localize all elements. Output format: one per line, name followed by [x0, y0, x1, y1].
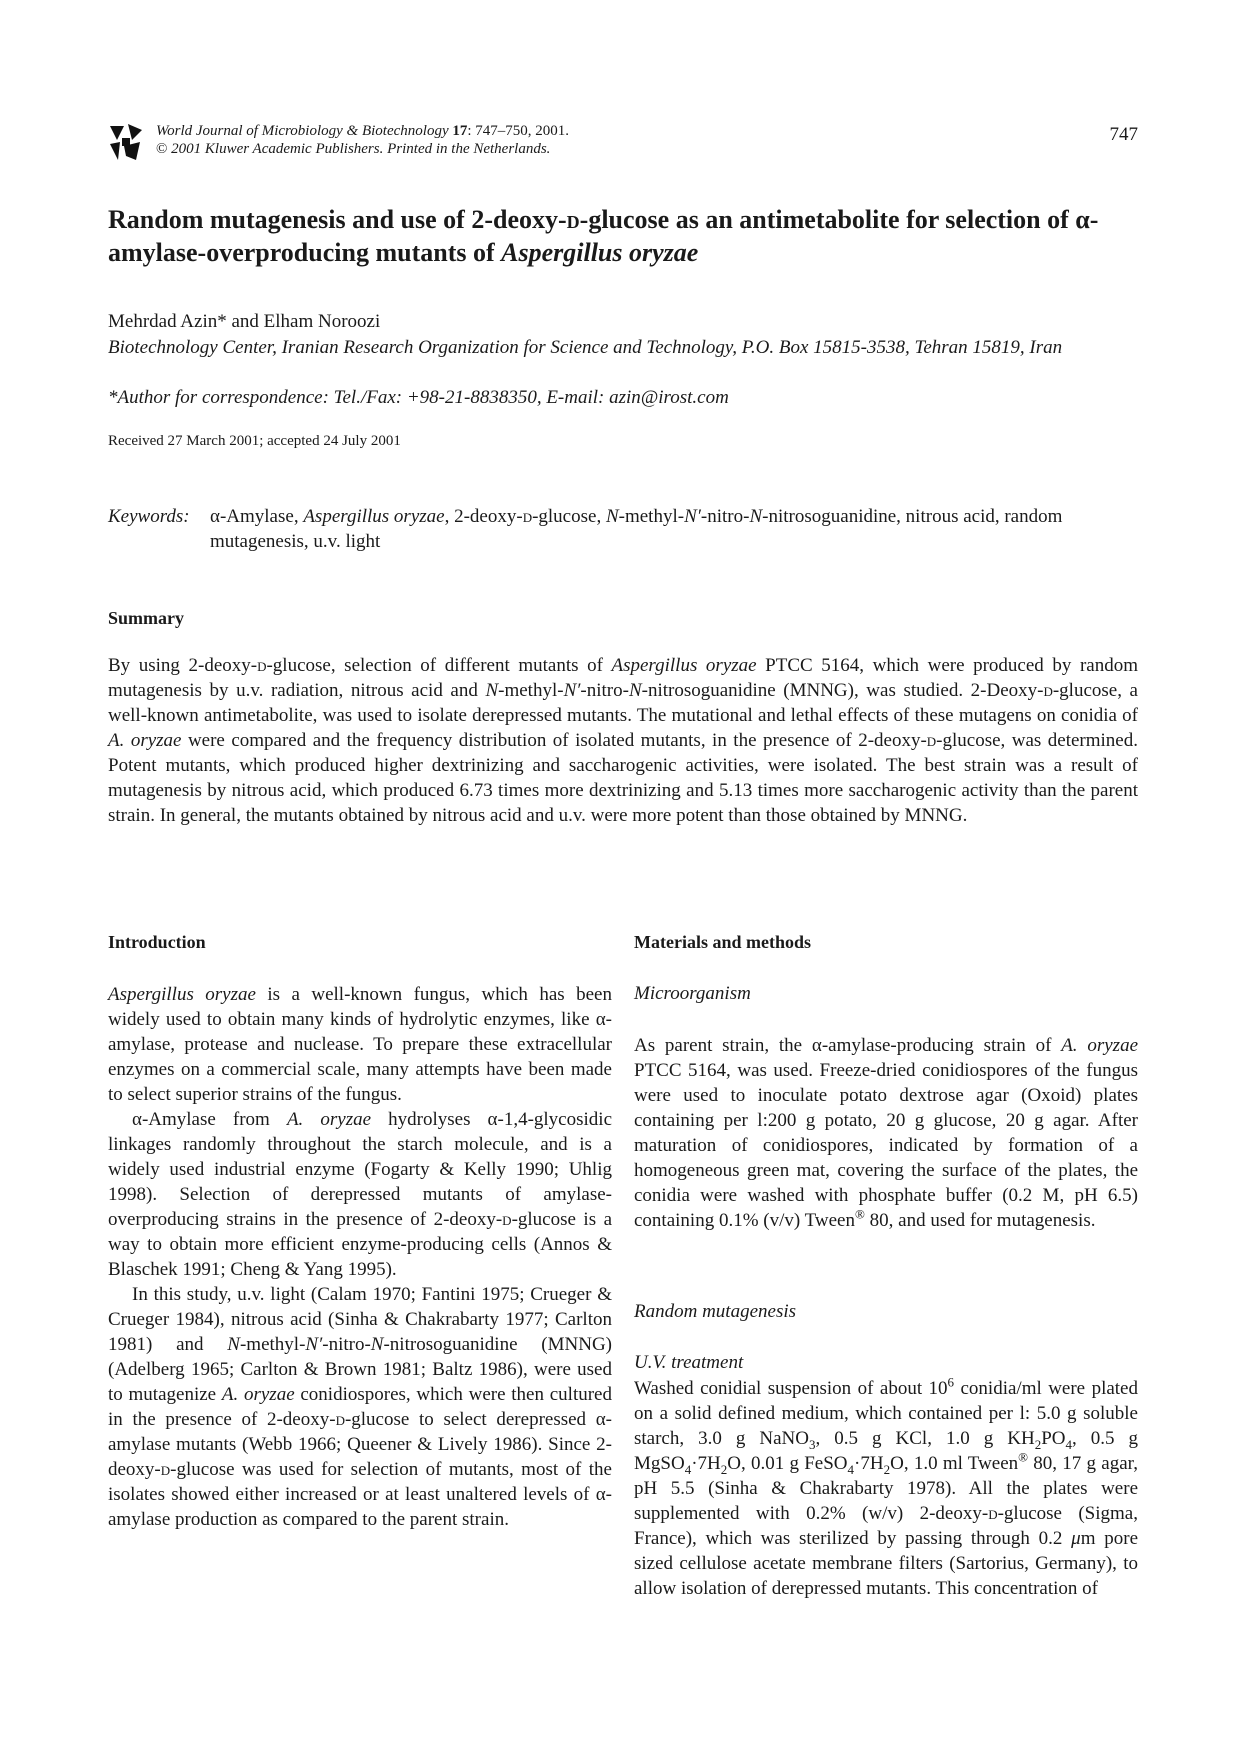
- materials-methods-heading: Materials and methods: [634, 932, 811, 952]
- page-header: [108, 120, 1138, 165]
- summary-text: By using 2-deoxy-d-glucose, selection of different mutants of Aspergillus oryzae PTCC 5164, which were produced by random mutagenesis by u.v. radiation, nitrous acid and N-methyl-N′-nitro-N-nitrosoguanidine (MNNG), was studied. 2-Deoxy-d-glucose, a well-known antimetabolite, was used to isolate derepressed mutants. The mutational and lethal effects of these mutagens on conidia of A. oryzae were compared and the frequency distribution of isolated mutants, in the presence of 2-deoxy-d-glucose, was determined. Potent mutants, which produced higher dextrinizing and saccharogenic activities, were isolated. The best strain was a result of mutagenesis by nitrous acid, which produced 6.73 times more dextrinizing and 5.13 times more saccharogenic activity than the parent strain. In general, the mutants obtained by nitrous acid and u.v. were more potent than those obtained by MNNG.: [108, 655, 1138, 826]
- introduction-paragraph: α-Amylase from A. oryzae hydrolyses α-1,4-glycosidic linkages randomly throughout the starch molecule, and is a widely used industrial enzyme (Fogarty & Kelly 1990; Uhlig 1998). Selection of derepressed mutants of amylase-overproducing strains in the presence of 2-deoxy-d-glucose is a way to obtain more efficient enzyme-producing cells (Annos & Blaschek 1991; Cheng & Yang 1995).: [108, 1109, 612, 1280]
- uv-treatment-subheading: U.V. treatment: [634, 1352, 744, 1373]
- methods-paragraph: As parent strain, the α-amylase-producing strain of A. oryzae PTCC 5164, was used. Freeze-dried conidiospores of the fungus were used to inoculate potato dextrose agar (Oxoid) plates containing per l:200 g potato, 20 g glucose, 20 g agar. After maturation of conidiospores, indicated by formation of a homogeneous green mat, covering the surface of the plates, the conidia were washed with phosphate buffer (0.2 M, pH 6.5) containing 0.1% (v/v) Tween® 80, and used for mutagenesis.: [634, 1035, 1138, 1231]
- copyright-notice: [156, 140, 550, 158]
- methods-paragraph: Washed conidial suspension of about $10^6$ conidia/ml were plated on a solid defined medium, which contained per l: 5.0 g soluble starch, 3.0 g NaNO$_3$, 0.5 g KCl, 1.0 g $KH_2PO_4$, 0.5 g $MgSO_4\cdot 7H_2O$, 0.01 g $FeSO_4\cdot 7H_2O$, 1.0 ml Tween® 80, 17 g agar, pH 5.5 (Sinha & Chakrabarty 1978). All the plates were supplemented with 0.2% (w/v) 2-deoxy-d-glucose (Sigma, France), which was sterilized by passing through 0.2 μm pore sized cellulose acetate membrane filters (Sartorius, Germany), to allow isolation of derepressed mutants. This concentration of: [634, 1374, 1139, 1599]
- microorganism-text: [634, 1033, 1138, 1233]
- copyright-text: 2001 Kluwer Academic Publishers. Printed in the Netherlands.: [167, 141, 551, 157]
- journal-volume: 17: [452, 123, 468, 139]
- copyright-symbol: ©: [156, 141, 168, 157]
- affiliation: Biotechnology Center, Iranian Research Organization for Science and Technology, P.O. Box 15815-3538, Tehran 15819, Iran: [108, 337, 1063, 358]
- random-mutagenesis-subheading: Random mutagenesis: [634, 1301, 797, 1322]
- uv-treatment-text: [634, 1376, 1138, 1601]
- introduction-column: [108, 982, 612, 1532]
- journal-name: World Journal of Microbiology & Biotechnology: [156, 123, 449, 139]
- microorganism-subheading: Microorganism: [634, 983, 751, 1004]
- summary-heading: Summary: [108, 608, 184, 628]
- authors: Mehrdad Azin* and Elham Noroozi: [108, 311, 381, 332]
- title-species-name: Aspergillus oryzae: [501, 238, 699, 267]
- journal-pages: : 747–750, 2001.: [467, 123, 570, 139]
- introduction-heading: Introduction: [108, 932, 206, 952]
- correspondence-line: *Author for correspondence: Tel./Fax: +98-21-8838350, E-mail: azin@irost.com: [108, 387, 729, 408]
- received-dates: Received 27 March 2001; accepted 24 July 2001: [108, 433, 401, 449]
- introduction-paragraph: In this study, u.v. light (Calam 1970; Fantini 1975; Crueger & Crueger 1984), nitrous acid (Sinha & Chakrabarty 1977; Carlton 1981) and N-methyl-N′-nitro-N-nitrosoguanidine (MNNG) (Adelberg 1965; Carlton & Brown 1981; Baltz 1986), were used to mutagenize A. oryzae conidiospores, which were then cultured in the presence of 2-deoxy-d-glucose to select derepressed α-amylase mutants (Webb 1966; Queener & Lively 1986). Since 2-deoxy-d-glucose was used for selection of mutants, most of the isolates showed either increased or at least unaltered levels of α-amylase production as compared to the parent strain.: [108, 1284, 613, 1530]
- page-number: 747: [1109, 124, 1138, 145]
- keywords-list: α-Amylase, Aspergillus oryzae, 2-deoxy-d-glucose, N-methyl-N′-nitro-N-nitrosoguanidine, nitrous acid, random mutagenesis, u.v. light: [210, 506, 1063, 552]
- introduction-paragraph: Aspergillus oryzae is a well-known fungus, which has been widely used to obtain many kinds of hydrolytic enzymes, like α-amylase, protease and nuclease. To prepare these extracellular enzymes on a commercial scale, many attempts have been made to select superior strains of the fungus.: [108, 984, 612, 1105]
- publisher-logo-icon: [108, 122, 144, 162]
- keywords-label: Keywords:: [108, 506, 190, 527]
- journal-citation: [156, 122, 569, 140]
- article-title: Random mutagenesis and use of 2-deoxy-d-glucose as an antimetabolite for selection of α-amylase-overproducing mutants of Aspergillus oryzae: [108, 205, 1099, 267]
